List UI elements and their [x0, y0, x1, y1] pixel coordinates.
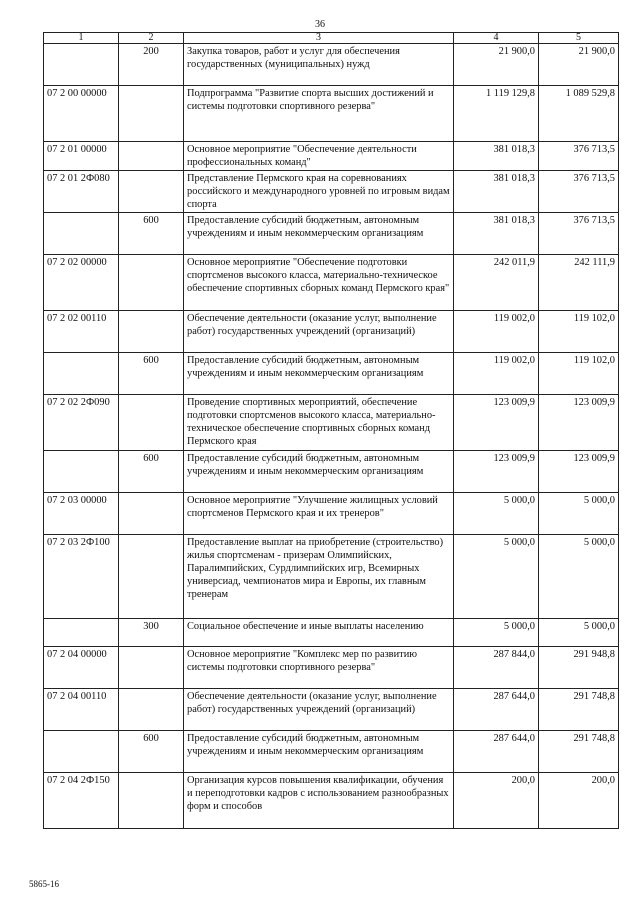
- item-name-cell: Основное мероприятие "Обеспечение деятельности профессиональных команд": [184, 142, 454, 171]
- expense-kind-cell: [119, 773, 184, 829]
- footer-document-code: 5865-16: [29, 879, 59, 889]
- budget-code-cell: 07 2 04 2Ф150: [44, 773, 119, 829]
- amount-year1-cell: 21 900,0: [454, 44, 539, 86]
- item-name-cell: Предоставление субсидий бюджетным, автономным учреждениям и иным некоммерческим организациям: [184, 213, 454, 255]
- table-row: [44, 619, 619, 647]
- amount-year1-cell: 5 000,0: [454, 493, 539, 535]
- expense-kind-cell: [119, 171, 184, 213]
- table-row: [44, 535, 619, 619]
- item-name-cell: Предоставление субсидий бюджетным, автономным учреждениям и иным некоммерческим организациям: [184, 353, 454, 395]
- budget-code-cell: [44, 353, 119, 395]
- expense-kind-cell: [119, 535, 184, 619]
- amount-year2-cell: 376 713,5: [539, 213, 619, 255]
- item-name-cell: Организация курсов повышения квалификации, обучения и переподготовки кадров с использованием разнообразных форм и способов: [184, 773, 454, 829]
- item-name-cell: Основное мероприятие "Обеспечение подготовки спортсменов высокого класса, материально-техническое обеспечение спортивных сборных команд Пермского края": [184, 255, 454, 311]
- amount-year2-cell: 5 000,0: [539, 535, 619, 619]
- item-name-cell: Проведение спортивных мероприятий, обеспечение подготовки спортсменов высокого класса, материально-техническое обеспечение спортивных сборных команд Пермского края: [184, 395, 454, 451]
- budget-code-cell: 07 2 02 00110: [44, 311, 119, 353]
- table-row: [44, 451, 619, 493]
- item-name-cell: Предоставление субсидий бюджетным, автономным учреждениям и иным некоммерческим организациям: [184, 451, 454, 493]
- amount-year2-cell: 123 009,9: [539, 395, 619, 451]
- amount-year2-cell: 123 009,9: [539, 451, 619, 493]
- amount-year1-cell: 123 009,9: [454, 451, 539, 493]
- item-name-cell: Обеспечение деятельности (оказание услуг, выполнение работ) государственных учреждений (организаций): [184, 311, 454, 353]
- header-col-5: 5: [539, 33, 619, 44]
- amount-year1-cell: 5 000,0: [454, 535, 539, 619]
- budget-code-cell: [44, 213, 119, 255]
- item-name-cell: Предоставление выплат на приобретение (строительство) жилья спортсменам - призерам Олимпийских, Паралимпийских, Сурдлимпийских игр, Всемирных универсиад, чемпионатов мира и Европы, их главным тренерам: [184, 535, 454, 619]
- budget-code-cell: 07 2 03 00000: [44, 493, 119, 535]
- amount-year2-cell: 291 948,8: [539, 647, 619, 689]
- expense-kind-cell: 600: [119, 213, 184, 255]
- table-row: [44, 731, 619, 773]
- item-name-cell: Закупка товаров, работ и услуг для обеспечения государственных (муниципальных) нужд: [184, 44, 454, 86]
- expense-kind-cell: 600: [119, 731, 184, 773]
- item-name-cell: Основное мероприятие "Улучшение жилищных условий спортсменов Пермского края и их тренеров": [184, 493, 454, 535]
- item-name-cell: Представление Пермского края на соревнованиях российского и международного уровней по игровым видам спорта: [184, 171, 454, 213]
- amount-year1-cell: 381 018,3: [454, 142, 539, 171]
- table-header-row: [44, 33, 619, 44]
- amount-year1-cell: 200,0: [454, 773, 539, 829]
- expense-kind-cell: 200: [119, 44, 184, 86]
- table-row: [44, 353, 619, 395]
- table-row: [44, 493, 619, 535]
- table-row: [44, 171, 619, 213]
- expense-kind-cell: 600: [119, 353, 184, 395]
- amount-year2-cell: 200,0: [539, 773, 619, 829]
- amount-year2-cell: 376 713,5: [539, 171, 619, 213]
- budget-code-cell: 07 2 04 00110: [44, 689, 119, 731]
- expense-kind-cell: [119, 311, 184, 353]
- expense-kind-cell: [119, 395, 184, 451]
- amount-year2-cell: 242 111,9: [539, 255, 619, 311]
- amount-year1-cell: 123 009,9: [454, 395, 539, 451]
- table-row: [44, 86, 619, 142]
- amount-year2-cell: 5 000,0: [539, 619, 619, 647]
- budget-code-cell: 07 2 02 00000: [44, 255, 119, 311]
- item-name-cell: Предоставление субсидий бюджетным, автономным учреждениям и иным некоммерческим организациям: [184, 731, 454, 773]
- amount-year1-cell: 5 000,0: [454, 619, 539, 647]
- budget-code-cell: 07 2 03 2Ф100: [44, 535, 119, 619]
- expense-kind-cell: [119, 255, 184, 311]
- budget-code-cell: 07 2 00 00000: [44, 86, 119, 142]
- table-row: [44, 773, 619, 829]
- amount-year2-cell: 291 748,8: [539, 731, 619, 773]
- expense-kind-cell: [119, 689, 184, 731]
- page-number: 36: [315, 19, 325, 30]
- expense-kind-cell: [119, 493, 184, 535]
- budget-code-cell: [44, 619, 119, 647]
- amount-year2-cell: 1 089 529,8: [539, 86, 619, 142]
- amount-year1-cell: 287 644,0: [454, 689, 539, 731]
- budget-code-cell: 07 2 01 2Ф080: [44, 171, 119, 213]
- expense-kind-cell: 600: [119, 451, 184, 493]
- amount-year1-cell: 1 119 129,8: [454, 86, 539, 142]
- amount-year1-cell: 119 002,0: [454, 311, 539, 353]
- header-col-3: 3: [184, 33, 454, 44]
- item-name-cell: Обеспечение деятельности (оказание услуг, выполнение работ) государственных учреждений (организаций): [184, 689, 454, 731]
- table-row: [44, 395, 619, 451]
- budget-table: [43, 32, 619, 829]
- item-name-cell: Основное мероприятие "Комплекс мер по развитию системы подготовки спортивного резерва": [184, 647, 454, 689]
- expense-kind-cell: [119, 86, 184, 142]
- amount-year2-cell: 291 748,8: [539, 689, 619, 731]
- amount-year1-cell: 381 018,3: [454, 213, 539, 255]
- amount-year1-cell: 242 011,9: [454, 255, 539, 311]
- amount-year2-cell: 119 102,0: [539, 353, 619, 395]
- table-row: [44, 142, 619, 171]
- budget-code-cell: [44, 731, 119, 773]
- amount-year2-cell: 376 713,5: [539, 142, 619, 171]
- header-col-2: 2: [119, 33, 184, 44]
- budget-code-cell: 07 2 01 00000: [44, 142, 119, 171]
- amount-year1-cell: 381 018,3: [454, 171, 539, 213]
- header-col-1: 1: [44, 33, 119, 44]
- budget-code-cell: 07 2 04 00000: [44, 647, 119, 689]
- header-col-4: 4: [454, 33, 539, 44]
- table-row: [44, 689, 619, 731]
- amount-year2-cell: 5 000,0: [539, 493, 619, 535]
- amount-year1-cell: 119 002,0: [454, 353, 539, 395]
- budget-code-cell: 07 2 02 2Ф090: [44, 395, 119, 451]
- expense-kind-cell: [119, 647, 184, 689]
- expense-kind-cell: 300: [119, 619, 184, 647]
- budget-code-cell: [44, 44, 119, 86]
- budget-code-cell: [44, 451, 119, 493]
- table-row: [44, 44, 619, 86]
- table-row: [44, 311, 619, 353]
- table-row: [44, 255, 619, 311]
- amount-year1-cell: 287 644,0: [454, 731, 539, 773]
- expense-kind-cell: [119, 142, 184, 171]
- amount-year1-cell: 287 844,0: [454, 647, 539, 689]
- table-row: [44, 647, 619, 689]
- table-row: [44, 213, 619, 255]
- amount-year2-cell: 119 102,0: [539, 311, 619, 353]
- item-name-cell: Подпрограмма "Развитие спорта высших достижений и системы подготовки спортивного резерва": [184, 86, 454, 142]
- item-name-cell: Социальное обеспечение и иные выплаты населению: [184, 619, 454, 647]
- amount-year2-cell: 21 900,0: [539, 44, 619, 86]
